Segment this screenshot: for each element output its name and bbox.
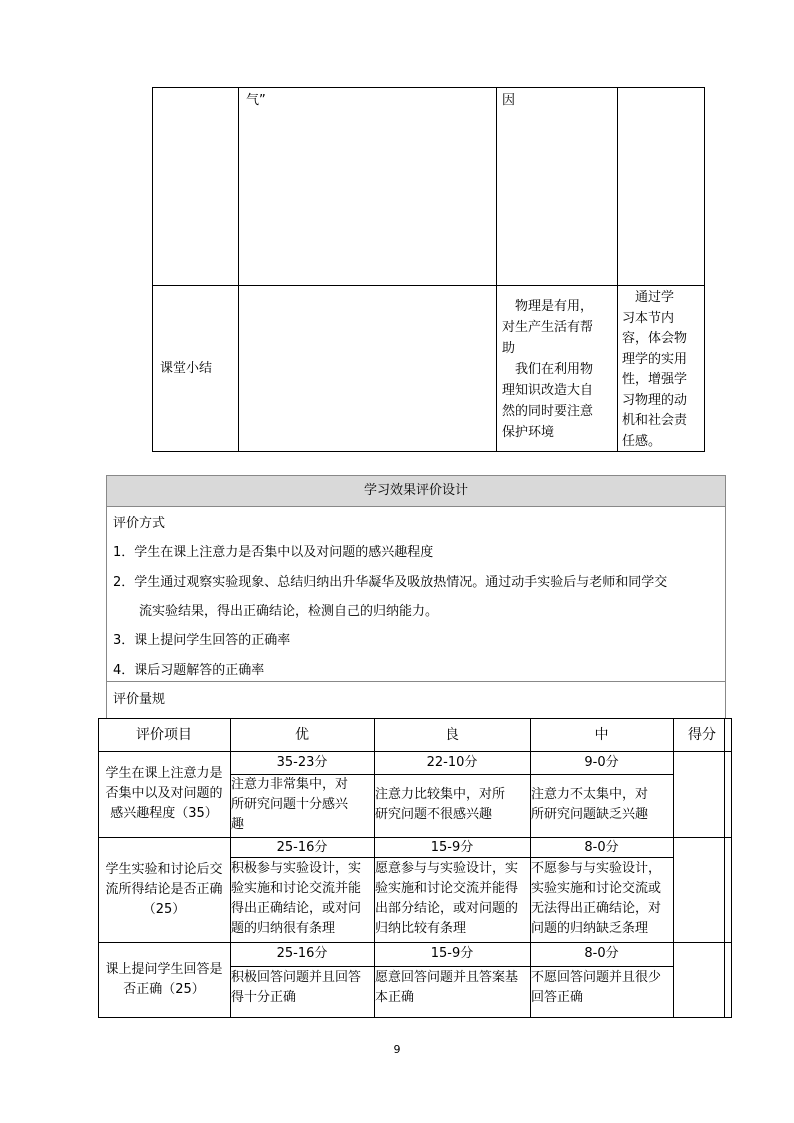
summary-col3-line: 保护环境 <box>502 425 555 440</box>
score-range: 8-0分 <box>584 946 619 961</box>
summary-col4-line: 理学的实用 <box>622 351 688 367</box>
summary-label: 课堂小结 <box>160 361 213 376</box>
item-line: 流所得结论是否正确 <box>105 882 223 897</box>
summary-col4-text <box>622 288 704 452</box>
rubric-row2-item <box>98 860 230 920</box>
method-item: 3．课上提问学生回答的正确率 <box>113 633 291 648</box>
rubric-row1-fair <box>531 785 673 825</box>
desc-line: 愿意回答问题并且答案基 <box>375 970 519 985</box>
summary-col3-line: 对生产生活有帮 <box>502 320 594 335</box>
page-number: 9 <box>393 1043 401 1056</box>
row1-col3-text: 因 <box>502 93 516 108</box>
method-item: 流实验结果，得出正确结论，检测自己的归纳能力。 <box>139 604 439 619</box>
summary-col3-line: 然的同时要注意 <box>502 404 594 419</box>
item-line: 否集中以及对问题的 <box>105 786 223 801</box>
rubric-row2-fair <box>531 859 673 939</box>
summary-col4-line: 习物理的动 <box>622 392 688 408</box>
rubric-row3-fair <box>531 968 673 1008</box>
score-range: 9-0分 <box>584 755 619 770</box>
desc-line: 不愿参与与实验设计， <box>531 861 662 876</box>
rubric-row3-excellent <box>231 968 374 1008</box>
desc-line: 验实施和讨论交流并能 <box>231 881 362 896</box>
desc-line: 本正确 <box>375 990 415 1005</box>
rubric-header-good: 良 <box>445 727 459 743</box>
desc-line: 趣 <box>231 817 245 832</box>
item-line: 学生在课上注意力是 <box>105 766 223 781</box>
summary-col4-line: 性，增强学 <box>622 372 688 387</box>
score-range: 15-9分 <box>430 946 474 961</box>
rubric-row1-item <box>98 764 230 824</box>
desc-line: 注意力比较集中，对所 <box>375 787 506 802</box>
method-title: 评价方式 <box>113 516 166 531</box>
score-range: 8-0分 <box>584 840 619 855</box>
item-line: 感兴趣程度（35） <box>110 806 218 821</box>
desc-line: 愿意参与与实验设计，实 <box>375 861 519 876</box>
method-item: 2．学生通过观察实验现象、总结归纳出升华凝华及吸放热情况。通过动手实验后与老师和同学交 <box>113 575 668 590</box>
summary-col4-line: 任感。 <box>622 433 662 449</box>
rubric-row2-excellent <box>231 859 374 939</box>
desc-line: 实验实施和讨论交流或 <box>531 881 662 896</box>
desc-line: 积极回答问题并且回答 <box>231 970 362 985</box>
desc-line: 题的归纳很有条理 <box>231 921 336 936</box>
desc-line: 问题的归纳缺乏条理 <box>531 921 649 936</box>
score-range: 15-9分 <box>430 840 474 855</box>
desc-line: 无法得出正确结论，对 <box>531 901 662 916</box>
rubric-row2-good <box>375 859 530 939</box>
row1-col2-text: 气” <box>246 93 266 108</box>
summary-col4-line: 通过学 <box>622 290 675 305</box>
method-item: 4．课后习题解答的正确率 <box>113 663 265 678</box>
item-line: （25） <box>142 902 186 917</box>
rubric-title: 评价量规 <box>113 692 166 707</box>
eval-header-title: 学习效果评价设计 <box>363 483 468 498</box>
rubric-header-excellent: 优 <box>295 727 309 743</box>
summary-col3-line: 物理是有用， <box>502 299 594 314</box>
score-range: 22-10分 <box>426 755 478 770</box>
desc-line: 注意力非常集中，对 <box>231 777 349 792</box>
desc-line: 所研究问题缺乏兴趣 <box>531 807 649 822</box>
desc-line: 得十分正确 <box>231 990 297 1005</box>
item-line: 学生实验和讨论后交 <box>105 862 223 877</box>
summary-col3-line: 理知识改造大自 <box>502 383 594 398</box>
desc-line: 研究问题不很感兴趣 <box>375 807 493 822</box>
desc-line: 不愿回答问题并且很少 <box>531 970 662 985</box>
score-range: 35-23分 <box>276 755 328 770</box>
item-line: 否正确（25） <box>123 982 205 997</box>
desc-line: 积极参与实验设计，实 <box>231 861 362 876</box>
summary-col3-line: 我们在利用物 <box>502 362 594 377</box>
item-line: 课上提问学生回答是 <box>105 962 223 977</box>
rubric-header-score: 得分 <box>688 727 716 743</box>
score-range: 25-16分 <box>276 946 328 961</box>
desc-line: 注意力不太集中，对 <box>531 787 649 802</box>
summary-col4-line: 机和社会责 <box>622 413 688 428</box>
desc-line: 验实施和讨论交流并能得 <box>375 881 519 896</box>
desc-line: 出部分结论，或对问题的 <box>375 901 519 916</box>
desc-line: 回答正确 <box>531 990 584 1005</box>
rubric-header-fair: 中 <box>594 727 609 743</box>
rubric-header-item: 评价项目 <box>136 727 192 743</box>
rubric-row1-excellent <box>231 775 374 835</box>
desc-line: 所研究问题十分感兴 <box>231 797 349 812</box>
score-range: 25-16分 <box>276 840 328 855</box>
desc-line: 归纳比较有条理 <box>375 921 467 936</box>
desc-line: 得出正确结论，或对问 <box>231 901 362 916</box>
rubric-row1-good <box>375 785 530 825</box>
summary-col3-line: 助 <box>502 341 516 356</box>
rubric-row3-good <box>375 968 530 1008</box>
summary-col4-line: 容，体会物 <box>622 331 688 346</box>
summary-col3-text <box>502 296 614 443</box>
rubric-row3-item <box>98 960 230 1000</box>
summary-col4-line: 习本节内 <box>622 310 675 326</box>
method-item: 1．学生在课上注意力是否集中以及对问题的感兴趣程度 <box>113 545 434 560</box>
